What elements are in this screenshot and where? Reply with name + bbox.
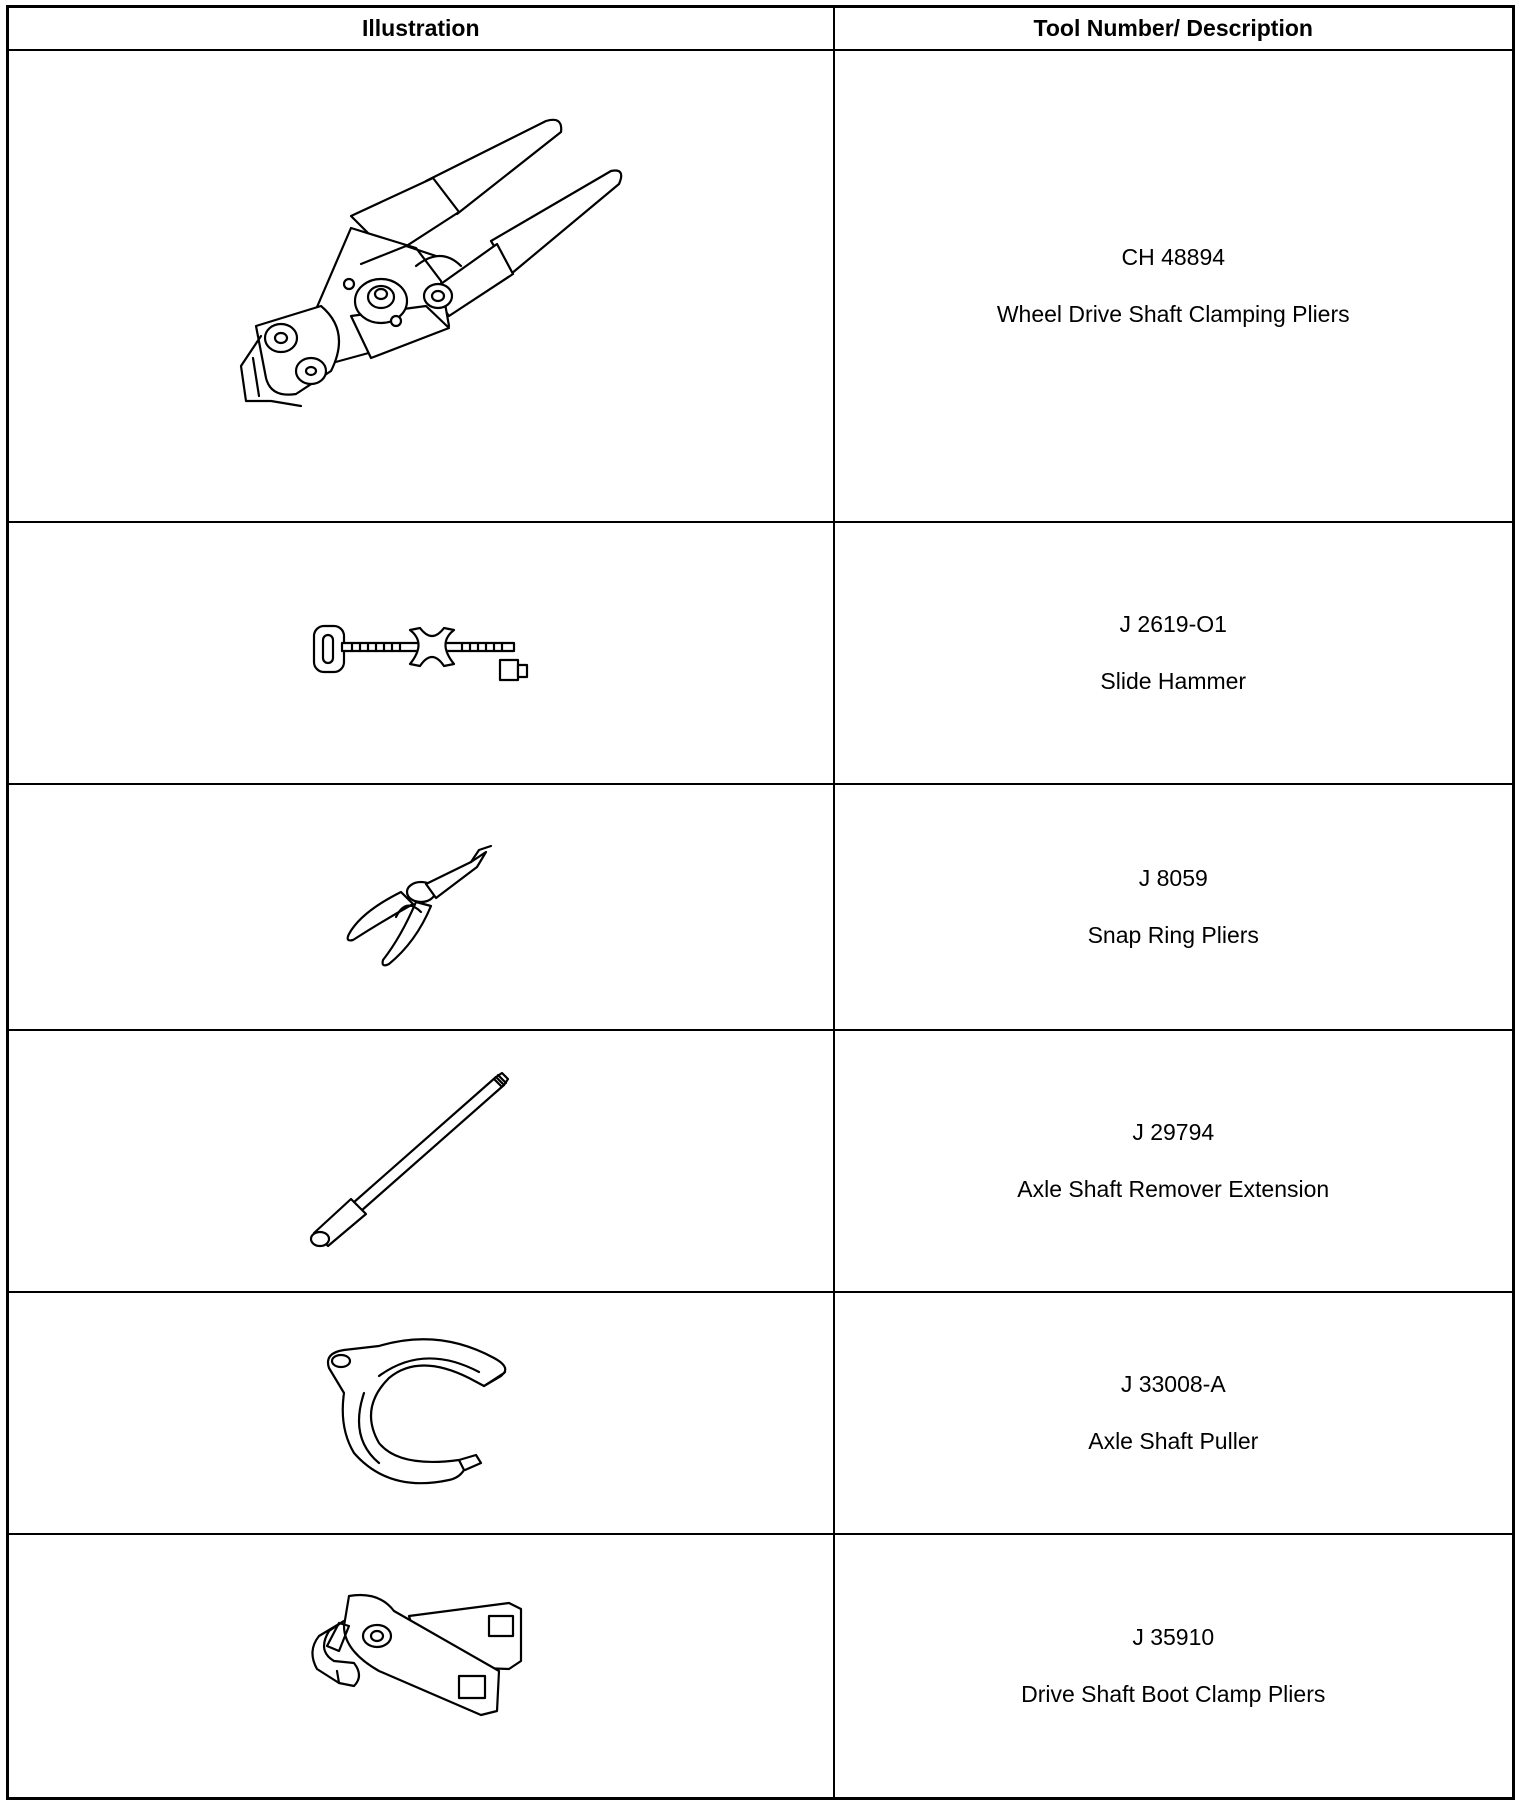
tool-number: J 35910 xyxy=(1132,1623,1215,1650)
table-row xyxy=(8,784,1514,1030)
tool-description: Snap Ring Pliers xyxy=(1087,922,1259,948)
illustration-column-header: Illustration xyxy=(8,7,834,51)
clamping-pliers-icon xyxy=(201,116,641,456)
illustration-cell xyxy=(8,1292,834,1534)
table-row xyxy=(8,522,1514,784)
tool-number: J 2619-O1 xyxy=(1119,611,1227,637)
remover-extension-icon xyxy=(306,1071,526,1251)
illustration-cell xyxy=(8,50,834,522)
table-header-row xyxy=(8,7,1514,51)
tool-description-cell xyxy=(834,522,1514,784)
table-row xyxy=(8,1534,1514,1798)
snap-ring-pliers-icon xyxy=(341,842,501,972)
illustration-cell xyxy=(8,784,834,1030)
tool-number: J 8059 xyxy=(1138,865,1208,891)
table-row xyxy=(8,1292,1514,1534)
tool-description-cell xyxy=(834,1534,1514,1798)
tool-description: Axle Shaft Puller xyxy=(1088,1428,1259,1454)
tool-description-cell xyxy=(834,1292,1514,1534)
tools-table xyxy=(6,5,1515,1800)
tool-number: CH 48894 xyxy=(1121,244,1226,270)
illustration-cell xyxy=(8,1534,834,1798)
axle-shaft-puller-icon xyxy=(319,1328,529,1498)
table-row xyxy=(8,50,1514,522)
slide-hammer-icon xyxy=(312,618,532,688)
tool-number: J 29794 xyxy=(1132,1119,1215,1145)
tool-description-cell xyxy=(834,1030,1514,1292)
boot-clamp-pliers-icon xyxy=(309,1591,539,1741)
illustration-cell xyxy=(8,1030,834,1292)
tool-description-cell xyxy=(834,784,1514,1030)
tool-description: Slide Hammer xyxy=(1100,668,1247,694)
tool-description: Wheel Drive Shaft Clamping Pliers xyxy=(996,301,1350,327)
tool-description: Axle Shaft Remover Extension xyxy=(1017,1176,1330,1202)
tool-description-cell xyxy=(834,50,1514,522)
table-row xyxy=(8,1030,1514,1292)
illustration-cell xyxy=(8,522,834,784)
tool-column-header: Tool Number/ Description xyxy=(834,7,1514,51)
tool-description: Drive Shaft Boot Clamp Pliers xyxy=(1021,1680,1326,1707)
tool-number: J 33008-A xyxy=(1120,1371,1226,1397)
